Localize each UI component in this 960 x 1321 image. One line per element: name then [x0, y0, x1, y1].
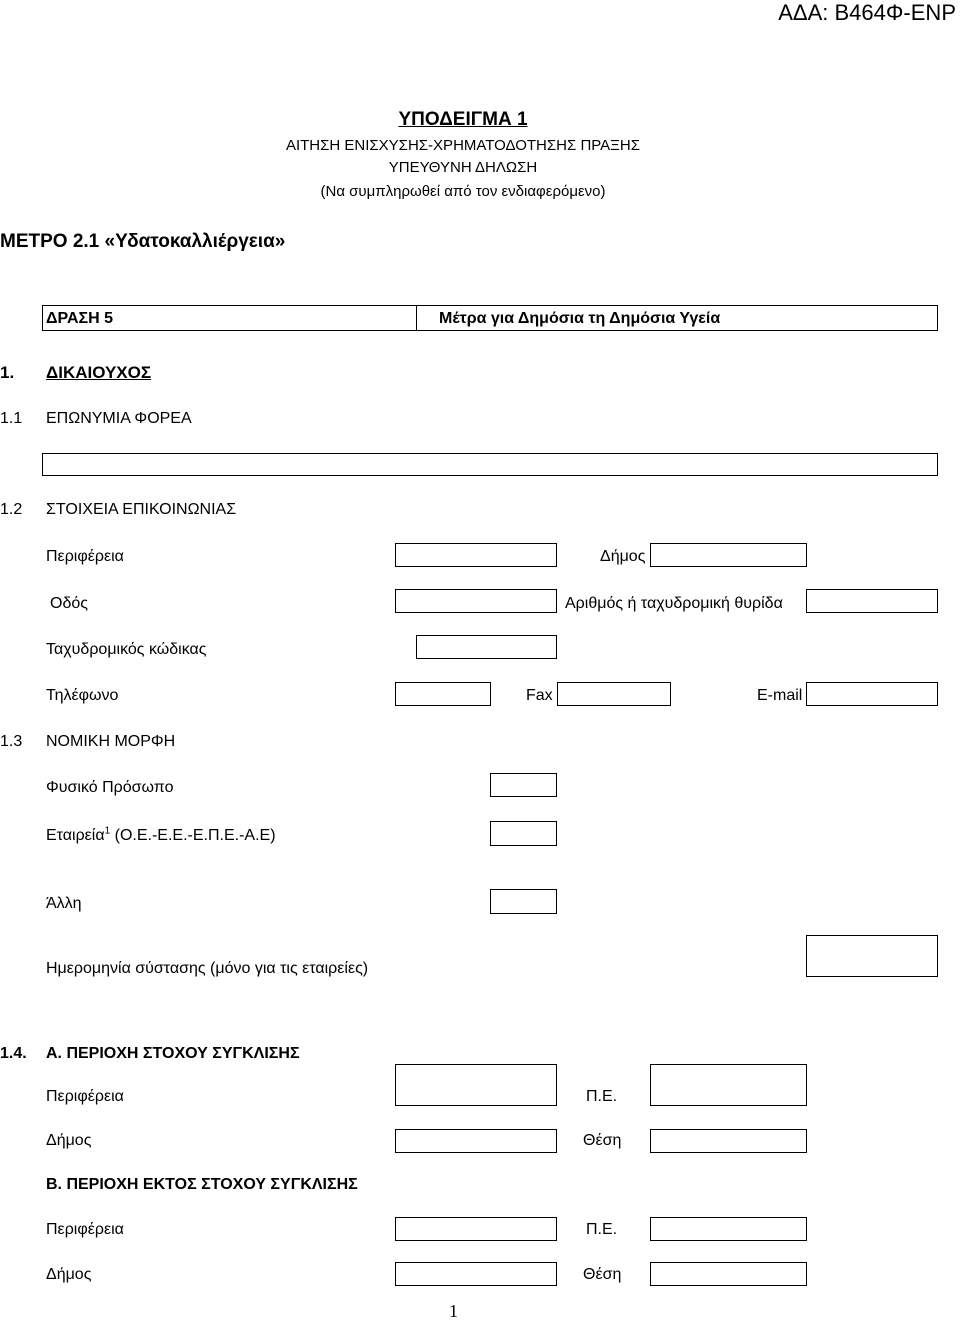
s1-1-number: 1.1	[0, 410, 23, 427]
region-field[interactable]	[395, 543, 557, 567]
fax-label: Fax	[526, 687, 553, 704]
area-b-municipality-field[interactable]	[395, 1262, 557, 1286]
other-checkbox[interactable]	[490, 889, 557, 914]
action-divider	[416, 306, 417, 330]
area-b-title: Β. ΠΕΡΙΟΧΗ ΕΚΤΟΣ ΣΤΟΧΟΥ ΣΥΓΚΛΙΣΗΣ	[46, 1176, 358, 1193]
street-field[interactable]	[395, 589, 557, 613]
email-label: E-mail	[757, 687, 803, 704]
s1-1-title: ΕΠΩΝΥΜΙΑ ΦΟΡΕΑ	[46, 410, 192, 427]
other-label: Άλλη	[46, 895, 82, 912]
area-a-region-field[interactable]	[395, 1064, 557, 1106]
area-b-position-field[interactable]	[650, 1262, 807, 1286]
region-label: Περιφέρεια	[46, 548, 124, 565]
natural-person-label: Φυσικό Πρόσωπο	[46, 779, 174, 796]
phone-label: Τηλέφωνο	[46, 687, 119, 704]
ada-code: ΑΔΑ: Β464Φ-ΕΝΡ	[778, 0, 956, 25]
street-label: Οδός	[50, 595, 88, 612]
area-a-pe-field[interactable]	[650, 1064, 807, 1106]
action-value: Μέτρα για Δημόσια τη Δημόσια Υγεία	[439, 310, 721, 327]
action-table	[42, 305, 938, 331]
number-po-label: Αριθμός ή ταχυδρομική θυρίδα	[565, 595, 783, 612]
section-1-title: ΔΙΚΑΙΟΥΧΟΣ	[46, 363, 152, 382]
area-a-pe-label: Π.Ε.	[586, 1088, 618, 1105]
founding-date-field[interactable]	[806, 935, 938, 977]
form-subtitle: ΑΙΤΗΣΗ ΕΝΙΣΧΥΣΗΣ-ΧΡΗΜΑΤΟΔΟΤΗΣΗΣ ΠΡΑΞΗΣ	[285, 137, 641, 154]
number-po-field[interactable]	[806, 589, 938, 613]
form-instructions: (Να συμπληρωθεί από τον ενδιαφερόμενο)	[320, 183, 606, 200]
area-a-municipality-label: Δήμος	[46, 1132, 92, 1149]
email-field[interactable]	[806, 682, 938, 706]
page-number: 1	[449, 1301, 458, 1321]
natural-person-checkbox[interactable]	[490, 773, 557, 797]
s1-2-number: 1.2	[0, 501, 23, 518]
company-label: Εταιρεία$^1$ (Ο.Ε.-Ε.Ε.-Ε.Π.Ε.-Α.Ε)	[46, 825, 276, 844]
form-subtitle-2: ΥΠΕΥΘΥΝΗ ΔΗΛΩΣΗ	[388, 159, 538, 176]
footnote-marker: 1	[104, 825, 111, 837]
area-a-position-label: Θέση	[583, 1132, 622, 1149]
action-label: ΔΡΑΣΗ 5	[46, 310, 114, 327]
measure-title: ΜΕΤΡΟ 2.1 «Υδατοκαλλιέργεια»	[0, 231, 286, 252]
s1-2-title: ΣΤΟΙΧΕΙΑ ΕΠΙΚΟΙΝΩΝΙΑΣ	[46, 501, 237, 518]
municipality-field[interactable]	[650, 543, 807, 567]
municipality-label: Δήμος	[600, 548, 646, 565]
form-title: ΥΠΟΔΕΙΓΜΑ 1	[398, 109, 528, 130]
area-a-municipality-field[interactable]	[395, 1129, 557, 1153]
s1-3-number: 1.3	[0, 733, 23, 750]
s1-4-number: 1.4.	[0, 1045, 27, 1062]
company-checkbox[interactable]	[490, 821, 557, 846]
fax-field[interactable]	[557, 682, 671, 706]
area-a-region-label: Περιφέρεια	[46, 1088, 124, 1105]
area-b-pe-field[interactable]	[650, 1217, 807, 1241]
area-a-position-field[interactable]	[650, 1129, 807, 1153]
s1-3-title: ΝΟΜΙΚΗ ΜΟΡΦΗ	[46, 733, 176, 750]
area-b-region-field[interactable]	[395, 1217, 557, 1241]
section-1-number: 1.	[0, 363, 15, 382]
area-b-municipality-label: Δήμος	[46, 1266, 92, 1283]
postal-code-field[interactable]	[416, 635, 557, 659]
phone-field[interactable]	[395, 682, 491, 706]
area-b-region-label: Περιφέρεια	[46, 1221, 124, 1238]
area-b-position-label: Θέση	[583, 1266, 622, 1283]
area-b-pe-label: Π.Ε.	[586, 1221, 618, 1238]
postal-code-label: Ταχυδρομικός κώδικας	[46, 641, 207, 658]
area-a-title: Α. ΠΕΡΙΟΧΗ ΣΤΟΧΟΥ ΣΥΓΚΛΙΣΗΣ	[46, 1045, 300, 1062]
entity-name-field[interactable]	[42, 453, 938, 476]
founding-date-label: Ημερομηνία σύστασης (μόνο για τις εταιρείες)	[46, 960, 369, 977]
